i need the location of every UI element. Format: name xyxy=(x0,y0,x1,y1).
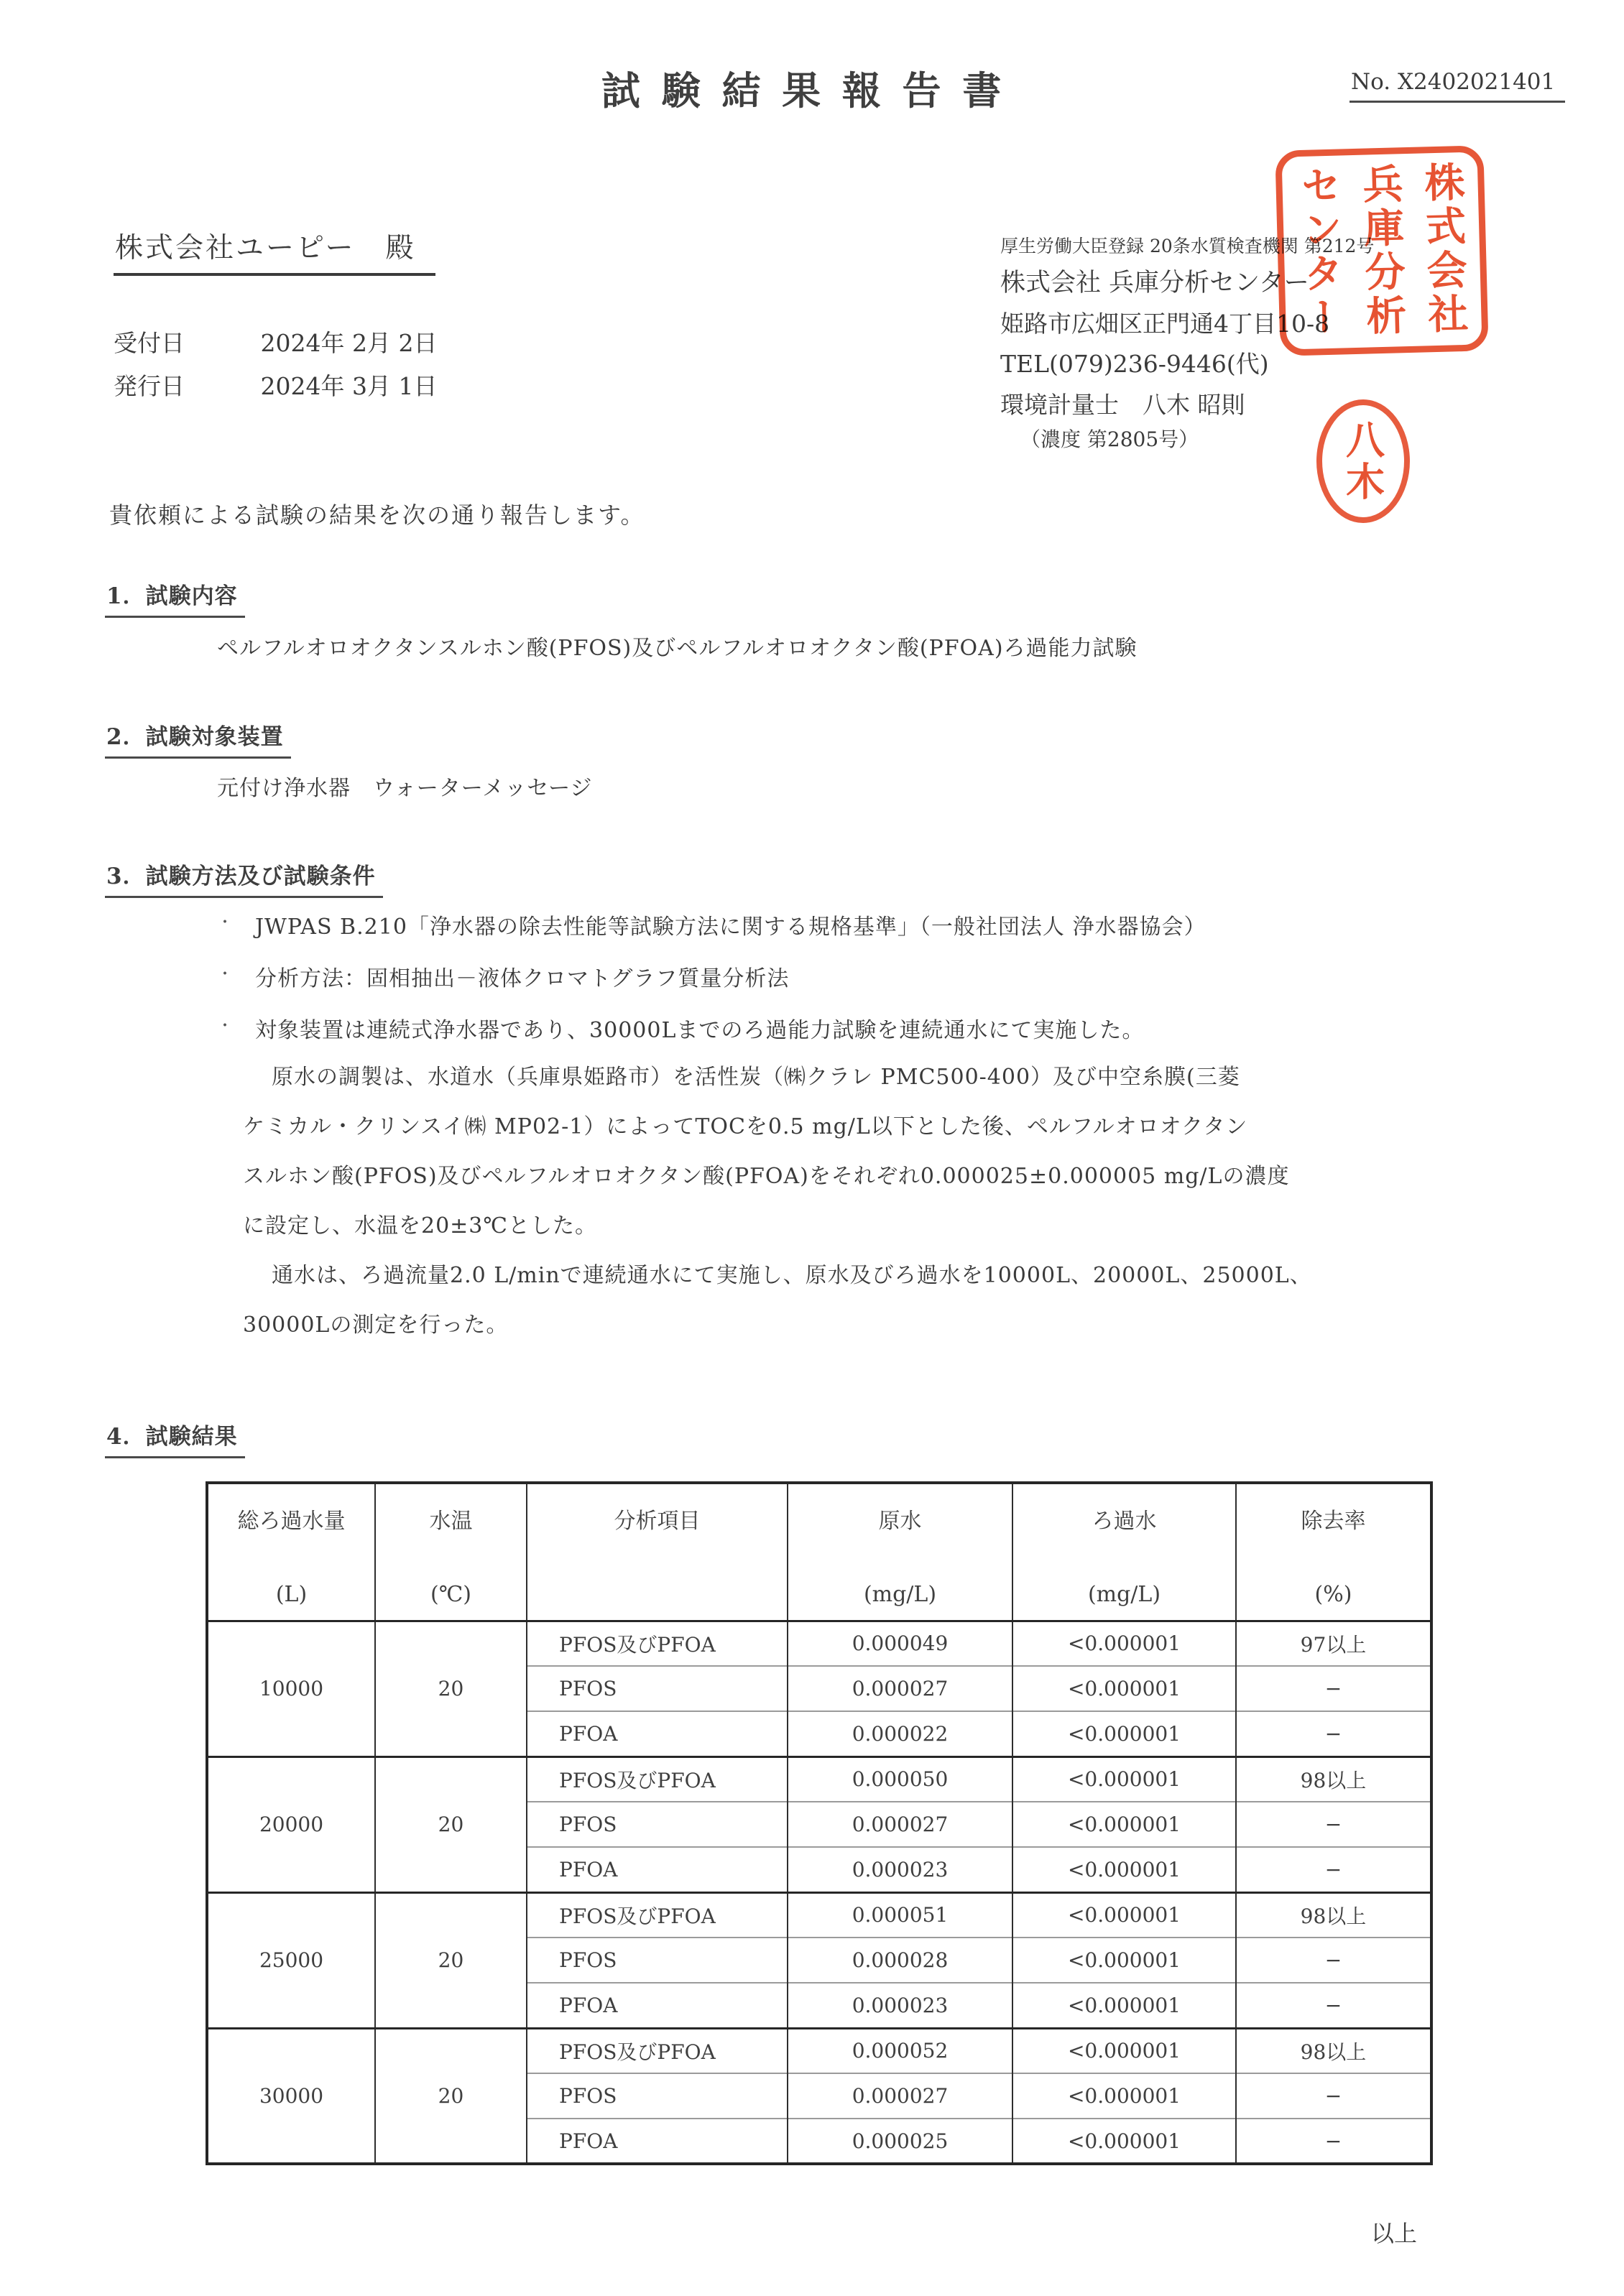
seal-column-2: 兵庫分析 xyxy=(1355,162,1408,339)
personal-seal-stamp xyxy=(1316,399,1410,523)
method-bullet-3 xyxy=(217,1012,1144,1044)
section-1-body: ペルフルオロオクタンスルホン酸(PFOS)及びペルフルオロオクタン酸(PFOA)ろ過能力試験 xyxy=(217,636,1138,661)
section-2-heading: 2．試験対象装置 xyxy=(105,718,291,759)
cell-volume: 30000 xyxy=(207,2028,375,2164)
document-number: No. X2402021401 xyxy=(1350,69,1565,103)
method-bullet-2 xyxy=(217,960,789,992)
cell-temp: 20 xyxy=(375,2028,527,2164)
results-table xyxy=(206,1481,1433,2165)
cell-item: PFOS xyxy=(527,1802,788,1847)
page-title: 試験結果報告書 xyxy=(601,68,1023,114)
cell-filtered: <0.000001 xyxy=(1012,1802,1236,1847)
cell-raw: 0.000027 xyxy=(788,1666,1012,1711)
cell-removal: − xyxy=(1236,2073,1431,2119)
cell-removal: − xyxy=(1236,1847,1431,1892)
cell-raw: 0.000027 xyxy=(788,2073,1012,2119)
cell-raw: 0.000025 xyxy=(788,2119,1012,2164)
cell-volume: 10000 xyxy=(207,1621,375,1756)
cell-removal: − xyxy=(1236,1802,1431,1847)
cell-volume: 25000 xyxy=(207,1892,375,2028)
issued-date-row xyxy=(114,368,437,402)
cell-item: PFOS xyxy=(527,2073,788,2119)
paragraph-line: 30000Lの測定を行った。 xyxy=(243,1313,509,1338)
table-row xyxy=(207,2028,1431,2073)
bullet-mark: ・ xyxy=(217,1017,234,1035)
cell-temp: 20 xyxy=(375,1892,527,2028)
cell-item: PFOA xyxy=(527,1847,788,1892)
closing-text: 以上 xyxy=(1371,2220,1418,2247)
seal-column-3: センター xyxy=(1293,164,1347,341)
cell-raw: 0.000028 xyxy=(788,1938,1012,1983)
received-date-value: 2024年 2月 2日 xyxy=(260,329,438,357)
issuer-engineer: 環境計量士 八木 昭則 xyxy=(1000,391,1245,419)
cell-filtered: <0.000001 xyxy=(1012,1983,1236,2028)
cell-removal: − xyxy=(1236,1711,1431,1756)
paragraph-line: 通水は、ろ過流量2.0 L/minで連続通水にて実施し、原水及びろ過水を10000L、20000L、25000L、 xyxy=(272,1263,1312,1288)
cell-removal: 98以上 xyxy=(1236,1756,1431,1802)
cell-raw: 0.000023 xyxy=(788,1983,1012,2028)
cell-filtered: <0.000001 xyxy=(1012,1756,1236,1802)
cell-removal: 98以上 xyxy=(1236,2028,1431,2073)
cell-raw: 0.000022 xyxy=(788,1711,1012,1756)
paragraph-line: スルホン酸(PFOS)及びペルフルオロオクタン酸(PFOA)をそれぞれ0.000025±0.000005 mg/Lの濃度 xyxy=(243,1164,1290,1189)
issuer-address: 姫路市広畑区正門通4丁目10-8 xyxy=(1000,310,1330,338)
section-2-body: 元付け浄水器 ウォーターメッセージ xyxy=(217,776,593,801)
cell-item: PFOS及びPFOA xyxy=(527,2028,788,2073)
method-bullet-1 xyxy=(217,909,1206,940)
table-header-row xyxy=(207,1483,1431,1621)
cell-temp: 20 xyxy=(375,1756,527,1892)
cell-filtered: <0.000001 xyxy=(1012,2119,1236,2164)
cell-filtered: <0.000001 xyxy=(1012,1621,1236,1666)
issued-date-label: 発行日 xyxy=(114,372,185,400)
column-header-temp: 水温 (℃) xyxy=(375,1483,527,1621)
method-bullet-3-text: 対象装置は連続式浄水器であり、30000Lまでのろ過能力試験を連続通水にて実施した。 xyxy=(255,1018,1145,1043)
received-date-row xyxy=(114,325,437,358)
cell-filtered: <0.000001 xyxy=(1012,2073,1236,2119)
bullet-mark: ・ xyxy=(217,914,234,932)
recipient-name: 株式会社ユーピー 殿 xyxy=(114,226,435,276)
section-4-heading: 4．試験結果 xyxy=(105,1418,245,1458)
section-3-heading: 3．試験方法及び試験条件 xyxy=(105,858,383,898)
company-seal-stamp xyxy=(1275,145,1488,356)
personal-seal-text: 八木 xyxy=(1339,420,1386,503)
cell-filtered: <0.000001 xyxy=(1012,2028,1236,2073)
cell-temp: 20 xyxy=(375,1621,527,1756)
issuer-registration: 厚生労働大臣登録 20条水質検査機関 第212号 xyxy=(1000,236,1375,256)
column-header-removal-rate: 除去率 (%) xyxy=(1236,1483,1431,1621)
cell-removal: 98以上 xyxy=(1236,1892,1431,1938)
method-paragraph xyxy=(217,1062,1532,1359)
paragraph-line: 原水の調製は、水道水（兵庫県姫路市）を活性炭（㈱クラレ PMC500-400）及び中空糸膜(三菱 xyxy=(272,1065,1240,1090)
cell-removal: − xyxy=(1236,1938,1431,1983)
cell-item: PFOS xyxy=(527,1938,788,1983)
cell-raw: 0.000027 xyxy=(788,1802,1012,1847)
cell-filtered: <0.000001 xyxy=(1012,1938,1236,1983)
issuer-company: 株式会社 兵庫分析センター xyxy=(1000,269,1309,297)
method-bullet-2-text: 分析方法：固相抽出－液体クロマトグラフ質量分析法 xyxy=(255,966,790,991)
issuer-license: （濃度 第2805号） xyxy=(1020,427,1199,451)
cell-item: PFOS及びPFOA xyxy=(527,1892,788,1938)
cell-raw: 0.000050 xyxy=(788,1756,1012,1802)
cell-item: PFOS xyxy=(527,1666,788,1711)
cell-item: PFOA xyxy=(527,1983,788,2028)
cell-filtered: <0.000001 xyxy=(1012,1666,1236,1711)
table-row xyxy=(207,1756,1431,1802)
intro-sentence: 貴依頼による試験の結果を次の通り報告します。 xyxy=(109,501,645,529)
column-header-raw-water: 原水 (mg/L) xyxy=(788,1483,1012,1621)
issued-date-value: 2024年 3月 1日 xyxy=(260,372,438,400)
cell-removal: − xyxy=(1236,1983,1431,2028)
paragraph-line: に設定し、水温を20±3℃とした。 xyxy=(243,1213,597,1239)
company-seal-text xyxy=(1287,161,1477,341)
cell-raw: 0.000052 xyxy=(788,2028,1012,2073)
cell-removal: 97以上 xyxy=(1236,1621,1431,1666)
cell-filtered: <0.000001 xyxy=(1012,1847,1236,1892)
cell-raw: 0.000023 xyxy=(788,1847,1012,1892)
table-row xyxy=(207,1621,1431,1666)
cell-removal: − xyxy=(1236,2119,1431,2164)
method-bullet-1-text: JWPAS B.210「浄水器の除去性能等試験方法に関する規格基準」（一般社団法人 浄水器協会） xyxy=(255,915,1207,940)
bullet-mark: ・ xyxy=(217,966,234,983)
received-date-label: 受付日 xyxy=(114,329,185,357)
seal-column-1: 株式会社 xyxy=(1417,160,1470,338)
section-1-heading: 1．試験内容 xyxy=(105,578,245,618)
column-header-item: 分析項目 xyxy=(527,1483,788,1621)
table-row xyxy=(207,1892,1431,1938)
cell-item: PFOS及びPFOA xyxy=(527,1756,788,1802)
issuer-tel: TEL(079)236-9446(代) xyxy=(1000,350,1269,378)
cell-removal: − xyxy=(1236,1666,1431,1711)
cell-filtered: <0.000001 xyxy=(1012,1711,1236,1756)
cell-item: PFOS及びPFOA xyxy=(527,1621,788,1666)
cell-raw: 0.000049 xyxy=(788,1621,1012,1666)
column-header-filtered-water: ろ過水 (mg/L) xyxy=(1012,1483,1236,1621)
cell-item: PFOA xyxy=(527,1711,788,1756)
cell-item: PFOA xyxy=(527,2119,788,2164)
cell-raw: 0.000051 xyxy=(788,1892,1012,1938)
column-header-volume: 総ろ過水量 (L) xyxy=(207,1483,375,1621)
cell-volume: 20000 xyxy=(207,1756,375,1892)
paragraph-line: ケミカル・クリンスイ㈱ MP02-1）によってTOCを0.5 mg/L以下とした後、ペルフルオロオクタン xyxy=(243,1114,1248,1139)
cell-filtered: <0.000001 xyxy=(1012,1892,1236,1938)
